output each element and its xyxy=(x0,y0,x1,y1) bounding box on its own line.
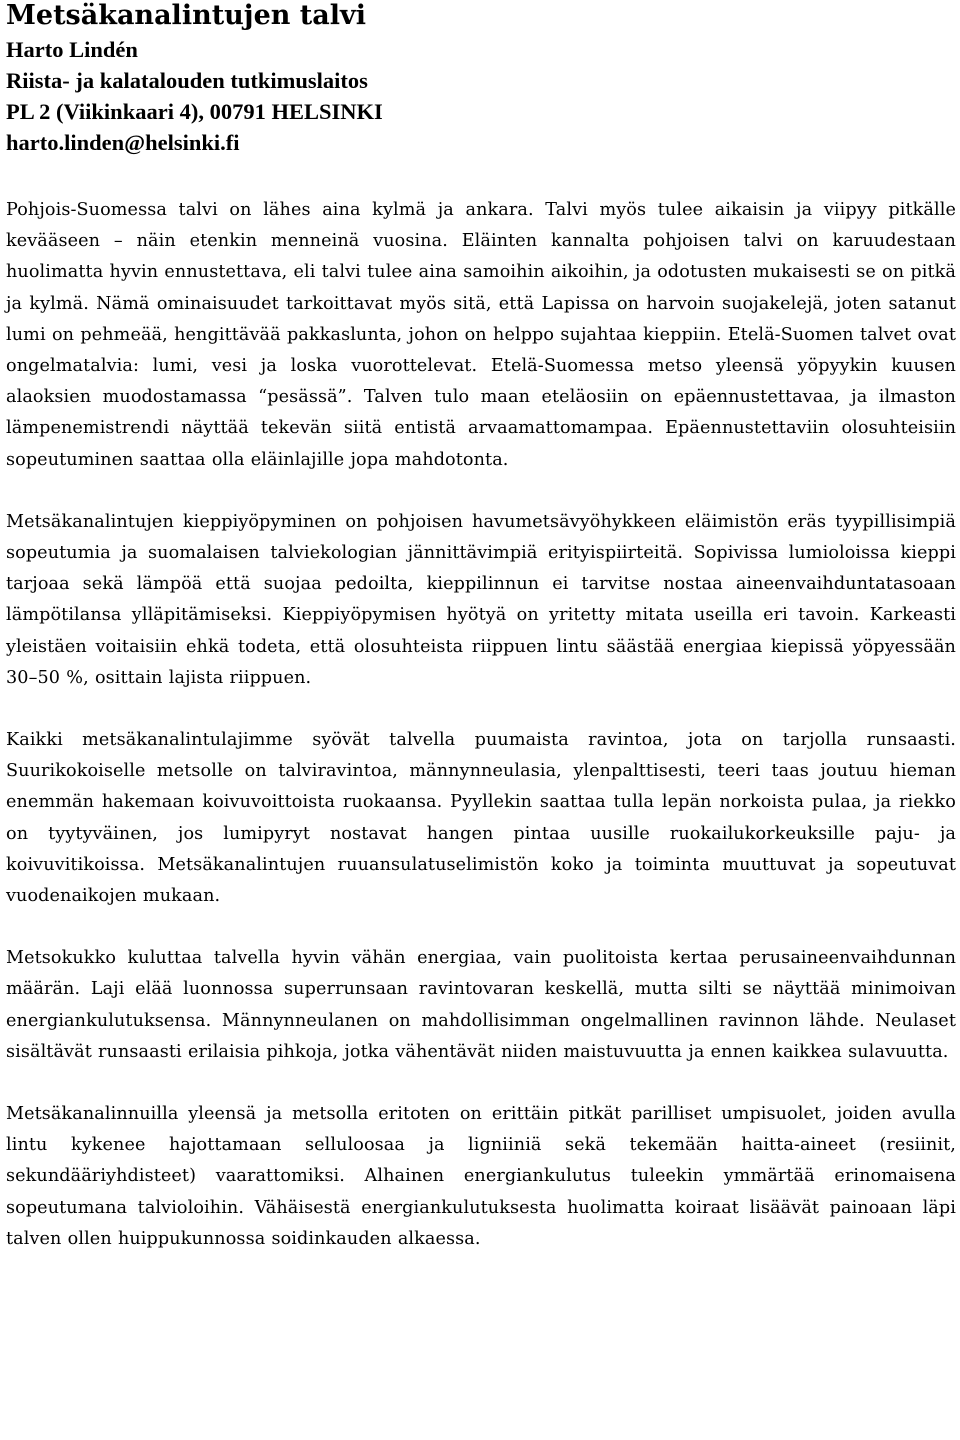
author-address: PL 2 (Viikinkaari 4), 00791 HELSINKI xyxy=(6,99,383,124)
body-paragraph-2: Metsäkanalintujen kieppiyöpyminen on pohjoisen havumetsävyöhykkeen eläimistön eräs tyypillisimpiä sopeutumia ja suomalaisen talviekologian jännittävimpiä erityispiirteitä. Sopivissa lumioloissa kieppi tarjoaa sekä lämpöä että suojaa pedoilta, kieppilinnun ei tarvitse nostaa aineenvaihduntatasoaan lämpötilansa ylläpitämiseksi. Kieppiyöpymisen hyötyä on yritetty mitata useilla eri tavoin. Karkeasti yleistäen voitaisiin ehkä todeta, että olosuhteista riippuen lintu säästää energiaa kiepissä yöpyessään 30–50 %, osittain lajista riippuen. xyxy=(6,511,956,688)
document-title: Metsäkanalintujen talvi xyxy=(6,0,366,31)
author-name: Harto Lindén xyxy=(6,37,138,62)
body-paragraph-3: Kaikki metsäkanalintulajimme syövät talvella puumaista ravintoa, jota on tarjolla runsaasti. Suurikokoiselle metsolle on talviravintoa, männynneulasia, ylenpalttisesti, teeri taas joutuu hieman enemmän hakemaan koivuvoittoista ruokaansa. Pyyllekin saattaa tulla lepän norkoista pulaa, ja riekko on tyytyväinen, jos lumipyryt nostavat hangen pintaa uusille ruokailukorkeuksille paju- ja koivuvitikoissa. Metsäkanalintujen ruuansulatuselimistön koko ja toiminta muuttuvat ja sopeutuvat vuodenaikojen mukaan. xyxy=(6,730,956,907)
body-paragraph-5: Metsäkanalinnuilla yleensä ja metsolla eritoten on erittäin pitkät parilliset umpisuolet, joiden avulla lintu kykenee hajottamaan selluloosaa ja ligniiniä sekä tekemään haitta-aineet (resiinit, sekundääriyhdisteet) vaarattomiksi. Alhainen energiankulutus tuleekin ymmärtää erinomaisena sopeutumana talvioloihin. Vähäisestä energiankulutuksesta huolimatta koiraat lisäävät painoaan läpi talven ollen huippukunnossa soidinkauden alkaessa. xyxy=(6,1104,956,1249)
document-page xyxy=(6,0,956,1255)
body-paragraph-4: Metsokukko kuluttaa talvella hyvin vähän energiaa, vain puolitoista kertaa perusaineenvaihdunnan määrän. Laji elää luonnossa superrunsaan ravintovaran keskellä, mutta silti se näyttää minimoivan energiankulutuksensa. Männynneulanen on mahdollisimman ongelmallinen ravinnon lähde. Neulaset sisältävät runsaasti erilaisia pihkoja, jotka vähentävät niiden maistuvuutta ja ennen kaikkea sulavuutta. xyxy=(6,948,956,1062)
author-block xyxy=(6,34,956,158)
author-email: harto.linden@helsinki.fi xyxy=(6,130,240,155)
author-organization: Riista- ja kalatalouden tutkimuslaitos xyxy=(6,68,368,93)
body-paragraph-1: Pohjois-Suomessa talvi on lähes aina kylmä ja ankara. Talvi myös tulee aikaisin ja viipyy pitkälle kevääseen – näin etenkin menneinä vuosina. Eläinten kannalta pohjoisen talvi on karuudestaan huolimatta hyvin ennustettava, eli talvi tulee aina samoihin aikoihin, ja odotusten mukaisesti se on pitkä ja kylmä. Nämä ominaisuudet tarkoittavat myös sitä, että Lapissa on harvoin suojakelejä, joten satanut lumi on pehmeää, hengittävää pakkaslunta, johon on helppo sujahtaa kieppiin. Etelä-Suomen talvet ovat ongelmatalvia: lumi, vesi ja loska vuorottelevat. Etelä-Suomessa metso yleensä yöpyykin kuusen alaoksien muodostamassa “pesässä”. Talven tulo maan eteläosiin on epäennustettavaa, ja ilmaston lämpenemistrendi näyttää tekevän siitä entistä arvaamattomampaa. Epäennustettaviin olosuhteisiin sopeutuminen saattaa olla eläinlajille jopa mahdotonta. xyxy=(6,200,956,470)
